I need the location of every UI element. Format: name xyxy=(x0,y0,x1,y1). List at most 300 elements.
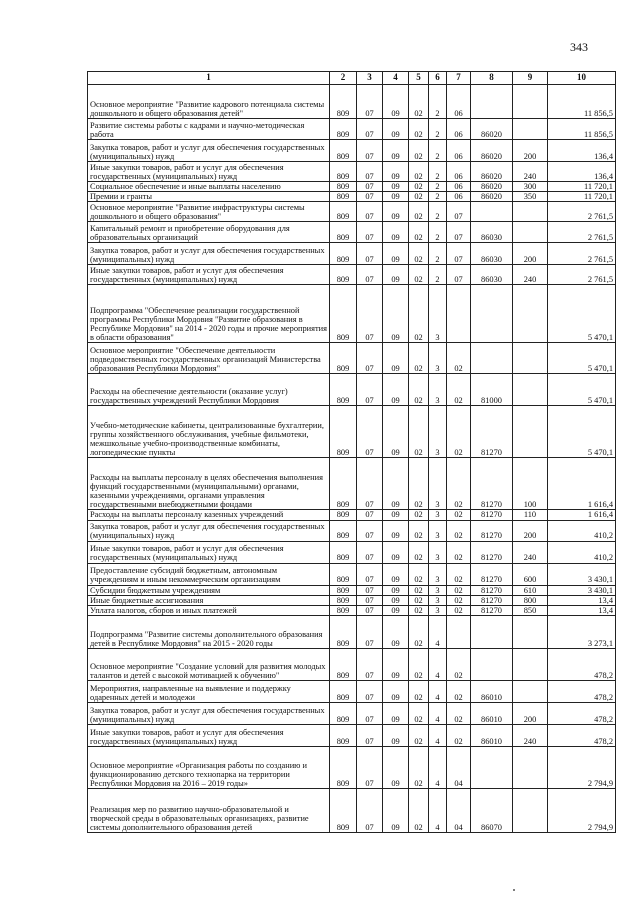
col-7: 06 xyxy=(447,119,471,140)
col-5: 02 xyxy=(409,520,429,541)
col-5: 02 xyxy=(409,140,429,162)
col-3: 07 xyxy=(357,140,383,162)
col-6: 2 xyxy=(429,202,447,222)
col-8: 86030 xyxy=(471,243,513,265)
table-row xyxy=(88,243,616,265)
col-7: 02 xyxy=(447,458,471,510)
col-4: 09 xyxy=(383,243,409,265)
col-4: 09 xyxy=(383,343,409,374)
row-sum: 11 720,1 xyxy=(548,182,616,192)
col-3: 07 xyxy=(357,374,383,406)
row-sum: 3 430,1 xyxy=(548,563,616,585)
col-3: 07 xyxy=(357,789,383,833)
col-4: 09 xyxy=(383,703,409,725)
table-row xyxy=(88,222,616,243)
col-6: 2 xyxy=(429,243,447,265)
col-9: 200 xyxy=(513,243,548,265)
col-8: 86010 xyxy=(471,725,513,747)
column-header: 4 xyxy=(383,72,409,85)
col-2: 809 xyxy=(330,285,357,343)
table-row xyxy=(88,192,616,202)
row-sum: 478,2 xyxy=(548,725,616,747)
col-3: 07 xyxy=(357,458,383,510)
table-row xyxy=(88,162,616,182)
col-4: 09 xyxy=(383,119,409,140)
table-row xyxy=(88,616,616,649)
col-7: 04 xyxy=(447,789,471,833)
col-8 xyxy=(471,285,513,343)
col-5: 02 xyxy=(409,541,429,563)
col-5: 02 xyxy=(409,725,429,747)
row-name: Предоставление субсидий бюджетным, автономным учреждениям и иным некоммерческим организациям xyxy=(88,563,330,585)
col-3: 07 xyxy=(357,182,383,192)
col-4: 09 xyxy=(383,374,409,406)
column-header: 5 xyxy=(409,72,429,85)
col-3: 07 xyxy=(357,202,383,222)
col-6: 4 xyxy=(429,681,447,703)
col-7: 02 xyxy=(447,681,471,703)
col-9: 240 xyxy=(513,162,548,182)
table-row xyxy=(88,649,616,681)
col-2: 809 xyxy=(330,681,357,703)
col-4: 09 xyxy=(383,520,409,541)
row-sum: 11 720,1 xyxy=(548,192,616,202)
col-6: 4 xyxy=(429,789,447,833)
col-4: 09 xyxy=(383,747,409,789)
col-9 xyxy=(513,747,548,789)
row-sum: 478,2 xyxy=(548,649,616,681)
col-4: 09 xyxy=(383,265,409,285)
table-row xyxy=(88,789,616,833)
row-name: Основное мероприятие "Создание условий для развития молодых талантов и детей с высокой мотивацией к обучению" xyxy=(88,649,330,681)
col-3: 07 xyxy=(357,85,383,119)
col-3: 07 xyxy=(357,192,383,202)
row-sum: 136,4 xyxy=(548,162,616,182)
col-7: 02 xyxy=(447,595,471,605)
table-row xyxy=(88,119,616,140)
col-4: 09 xyxy=(383,649,409,681)
col-9: 200 xyxy=(513,520,548,541)
row-name: Расходы на выплаты персоналу казенных учреждений xyxy=(88,510,330,520)
col-2: 809 xyxy=(330,162,357,182)
row-sum: 13,4 xyxy=(548,606,616,616)
col-7: 07 xyxy=(447,222,471,243)
row-name: Расходы на обеспечение деятельности (оказание услуг) государственных учреждений Республики Мордовия xyxy=(88,374,330,406)
col-9 xyxy=(513,616,548,649)
table-row xyxy=(88,681,616,703)
col-4: 09 xyxy=(383,85,409,119)
col-8: 81270 xyxy=(471,406,513,458)
col-3: 07 xyxy=(357,406,383,458)
col-6: 2 xyxy=(429,182,447,192)
col-5: 02 xyxy=(409,202,429,222)
col-6: 4 xyxy=(429,616,447,649)
budget-table xyxy=(87,71,616,833)
col-9: 200 xyxy=(513,703,548,725)
row-name: Премии и гранты xyxy=(88,192,330,202)
col-6: 2 xyxy=(429,162,447,182)
col-2: 809 xyxy=(330,563,357,585)
col-6: 4 xyxy=(429,703,447,725)
col-7: 02 xyxy=(447,343,471,374)
row-sum: 5 470,1 xyxy=(548,406,616,458)
col-7: 04 xyxy=(447,747,471,789)
table-row xyxy=(88,202,616,222)
col-4: 09 xyxy=(383,192,409,202)
page-number: 343 xyxy=(570,40,588,54)
row-sum: 2 761,5 xyxy=(548,265,616,285)
table-row xyxy=(88,140,616,162)
col-2: 809 xyxy=(330,595,357,605)
col-2: 809 xyxy=(330,649,357,681)
col-2: 809 xyxy=(330,725,357,747)
col-2: 809 xyxy=(330,119,357,140)
row-name: Иные закупки товаров, работ и услуг для обеспечения государственных (муниципальных) нужд xyxy=(88,162,330,182)
col-2: 809 xyxy=(330,182,357,192)
row-sum: 3 273,1 xyxy=(548,616,616,649)
row-name: Реализация мер по развитию научно-образовательной и творческой среды в образовательных организациях, развитие системы дополнительного образования детей xyxy=(88,789,330,833)
col-7: 02 xyxy=(447,510,471,520)
col-6: 2 xyxy=(429,192,447,202)
row-name: Закупка товаров, работ и услуг для обеспечения государственных (муниципальных) нужд xyxy=(88,140,330,162)
col-4: 09 xyxy=(383,563,409,585)
col-5: 02 xyxy=(409,681,429,703)
row-name: Развитие системы работы с кадрами и научно-методическая работа xyxy=(88,119,330,140)
col-5: 02 xyxy=(409,222,429,243)
col-5: 02 xyxy=(409,285,429,343)
col-9: 850 xyxy=(513,606,548,616)
col-2: 809 xyxy=(330,140,357,162)
row-name: Социальное обеспечение и иные выплаты населению xyxy=(88,182,330,192)
col-4: 09 xyxy=(383,616,409,649)
col-5: 02 xyxy=(409,343,429,374)
row-sum: 2 794,9 xyxy=(548,789,616,833)
col-3: 07 xyxy=(357,595,383,605)
col-8: 81270 xyxy=(471,510,513,520)
col-8: 81270 xyxy=(471,595,513,605)
col-8: 86010 xyxy=(471,681,513,703)
row-name: Иные закупки товаров, работ и услуг для обеспечения государственных (муниципальных) нужд xyxy=(88,725,330,747)
row-name: Основное мероприятие "Обеспечение деятельности подведомственных государственных организаций Министерства образования Республики Мордовия" xyxy=(88,343,330,374)
row-sum: 13,4 xyxy=(548,595,616,605)
col-3: 07 xyxy=(357,520,383,541)
col-5: 02 xyxy=(409,510,429,520)
row-name: Иные закупки товаров, работ и услуг для обеспечения государственных (муниципальных) нужд xyxy=(88,541,330,563)
row-sum: 5 470,1 xyxy=(548,285,616,343)
col-8: 81270 xyxy=(471,458,513,510)
col-9: 610 xyxy=(513,585,548,595)
table-row xyxy=(88,458,616,510)
row-name: Уплата налогов, сборов и иных платежей xyxy=(88,606,330,616)
col-6: 3 xyxy=(429,585,447,595)
col-3: 07 xyxy=(357,747,383,789)
col-4: 09 xyxy=(383,140,409,162)
row-sum: 478,2 xyxy=(548,703,616,725)
col-6: 2 xyxy=(429,85,447,119)
column-header: 8 xyxy=(471,72,513,85)
row-sum: 136,4 xyxy=(548,140,616,162)
table-row xyxy=(88,265,616,285)
col-6: 3 xyxy=(429,343,447,374)
col-6: 3 xyxy=(429,406,447,458)
col-7: 06 xyxy=(447,182,471,192)
col-9: 350 xyxy=(513,192,548,202)
col-5: 02 xyxy=(409,616,429,649)
col-2: 809 xyxy=(330,243,357,265)
col-5: 02 xyxy=(409,162,429,182)
column-header: 2 xyxy=(330,72,357,85)
col-4: 09 xyxy=(383,789,409,833)
col-9 xyxy=(513,681,548,703)
col-4: 09 xyxy=(383,458,409,510)
table-row xyxy=(88,747,616,789)
col-6: 2 xyxy=(429,140,447,162)
col-5: 02 xyxy=(409,606,429,616)
col-2: 809 xyxy=(330,406,357,458)
col-3: 07 xyxy=(357,222,383,243)
col-6: 4 xyxy=(429,747,447,789)
col-7: 06 xyxy=(447,140,471,162)
table-row xyxy=(88,182,616,192)
col-2: 809 xyxy=(330,374,357,406)
col-7: 06 xyxy=(447,85,471,119)
col-8: 81270 xyxy=(471,563,513,585)
row-name: Основное мероприятие "Развитие кадрового потенциала системы дошкольного и общего образования детей" xyxy=(88,85,330,119)
col-8: 86030 xyxy=(471,222,513,243)
col-8 xyxy=(471,85,513,119)
col-7: 02 xyxy=(447,606,471,616)
col-9 xyxy=(513,374,548,406)
row-sum: 2 761,5 xyxy=(548,243,616,265)
col-5: 02 xyxy=(409,192,429,202)
table-row xyxy=(88,510,616,520)
col-5: 02 xyxy=(409,595,429,605)
col-3: 07 xyxy=(357,563,383,585)
row-name: Закупка товаров, работ и услуг для обеспечения государственных (муниципальных) нужд xyxy=(88,703,330,725)
table-row xyxy=(88,541,616,563)
col-5: 02 xyxy=(409,85,429,119)
col-2: 809 xyxy=(330,222,357,243)
row-sum: 1 616,4 xyxy=(548,510,616,520)
col-4: 09 xyxy=(383,510,409,520)
col-8: 81270 xyxy=(471,606,513,616)
row-sum: 11 856,5 xyxy=(548,119,616,140)
col-8: 81270 xyxy=(471,541,513,563)
row-sum: 3 430,1 xyxy=(548,585,616,595)
col-2: 809 xyxy=(330,541,357,563)
row-sum: 2 761,5 xyxy=(548,202,616,222)
col-8: 86020 xyxy=(471,182,513,192)
col-7: 02 xyxy=(447,374,471,406)
col-3: 07 xyxy=(357,649,383,681)
col-7: 02 xyxy=(447,406,471,458)
col-2: 809 xyxy=(330,510,357,520)
col-4: 09 xyxy=(383,595,409,605)
row-name: Основное мероприятие «Организация работы по созданию и функционированию детского технопарка на территории Республики Мордовия на 2016 – 2019 годы» xyxy=(88,747,330,789)
column-header: 1 xyxy=(88,72,330,85)
col-2: 809 xyxy=(330,789,357,833)
col-7: 02 xyxy=(447,649,471,681)
col-9: 110 xyxy=(513,510,548,520)
row-sum: 2 794,9 xyxy=(548,747,616,789)
col-5: 02 xyxy=(409,703,429,725)
col-6: 3 xyxy=(429,458,447,510)
col-6: 2 xyxy=(429,222,447,243)
row-name: Основное мероприятие "Развитие инфраструктуры системы дошкольного и общего образования" xyxy=(88,202,330,222)
col-6: 3 xyxy=(429,541,447,563)
col-9 xyxy=(513,222,548,243)
row-name: Расходы на выплаты персоналу в целях обеспечения выполнения функций государственными (муниципальными) органами, казенными учреждениями, органами управления государственными внебюджетными фондами xyxy=(88,458,330,510)
col-4: 09 xyxy=(383,725,409,747)
row-sum: 410,2 xyxy=(548,541,616,563)
col-4: 09 xyxy=(383,182,409,192)
column-header: 9 xyxy=(513,72,548,85)
col-3: 07 xyxy=(357,510,383,520)
col-5: 02 xyxy=(409,265,429,285)
col-7 xyxy=(447,616,471,649)
col-7: 02 xyxy=(447,703,471,725)
col-9: 240 xyxy=(513,265,548,285)
table-row xyxy=(88,343,616,374)
col-5: 02 xyxy=(409,563,429,585)
col-7: 07 xyxy=(447,265,471,285)
col-2: 809 xyxy=(330,265,357,285)
table-row xyxy=(88,563,616,585)
col-6: 3 xyxy=(429,285,447,343)
column-header: 3 xyxy=(357,72,383,85)
col-6: 4 xyxy=(429,725,447,747)
column-header: 10 xyxy=(548,72,616,85)
col-6: 3 xyxy=(429,563,447,585)
col-9 xyxy=(513,406,548,458)
col-7: 02 xyxy=(447,541,471,563)
col-2: 809 xyxy=(330,343,357,374)
row-sum: 11 856,5 xyxy=(548,85,616,119)
col-2: 809 xyxy=(330,606,357,616)
col-6: 2 xyxy=(429,119,447,140)
col-7: 02 xyxy=(447,520,471,541)
col-5: 02 xyxy=(409,182,429,192)
col-9: 240 xyxy=(513,541,548,563)
col-9: 600 xyxy=(513,563,548,585)
row-sum: 5 470,1 xyxy=(548,343,616,374)
col-3: 07 xyxy=(357,616,383,649)
col-2: 809 xyxy=(330,202,357,222)
table-row xyxy=(88,520,616,541)
col-8 xyxy=(471,747,513,789)
row-name: Мероприятия, направленные на выявление и поддержку одаренных детей и молодежи xyxy=(88,681,330,703)
col-4: 09 xyxy=(383,162,409,182)
col-2: 809 xyxy=(330,520,357,541)
row-sum: 1 616,4 xyxy=(548,458,616,510)
col-9 xyxy=(513,85,548,119)
col-3: 07 xyxy=(357,119,383,140)
col-3: 07 xyxy=(357,285,383,343)
table-row xyxy=(88,725,616,747)
table-row xyxy=(88,606,616,616)
scan-dot xyxy=(513,889,515,891)
col-7 xyxy=(447,285,471,343)
table-row xyxy=(88,285,616,343)
col-8: 81270 xyxy=(471,520,513,541)
col-7: 07 xyxy=(447,202,471,222)
col-2: 809 xyxy=(330,192,357,202)
col-2: 809 xyxy=(330,85,357,119)
col-8: 86020 xyxy=(471,162,513,182)
col-5: 02 xyxy=(409,585,429,595)
col-4: 09 xyxy=(383,585,409,595)
col-5: 02 xyxy=(409,458,429,510)
col-9 xyxy=(513,202,548,222)
col-2: 809 xyxy=(330,585,357,595)
col-5: 02 xyxy=(409,406,429,458)
row-name: Капитальный ремонт и приобретение оборудования для образовательных организаций xyxy=(88,222,330,243)
col-3: 07 xyxy=(357,541,383,563)
col-4: 09 xyxy=(383,681,409,703)
table-row xyxy=(88,374,616,406)
row-sum: 478,2 xyxy=(548,681,616,703)
row-name: Субсидии бюджетным учреждениям xyxy=(88,585,330,595)
col-9: 800 xyxy=(513,595,548,605)
col-2: 809 xyxy=(330,703,357,725)
col-8: 81270 xyxy=(471,585,513,595)
col-5: 02 xyxy=(409,374,429,406)
col-9 xyxy=(513,649,548,681)
row-name: Иные закупки товаров, работ и услуг для обеспечения государственных (муниципальных) нужд xyxy=(88,265,330,285)
row-sum: 410,2 xyxy=(548,520,616,541)
col-8: 86020 xyxy=(471,119,513,140)
col-8: 86030 xyxy=(471,265,513,285)
col-9 xyxy=(513,343,548,374)
table-row xyxy=(88,406,616,458)
col-3: 07 xyxy=(357,343,383,374)
table-row xyxy=(88,703,616,725)
col-5: 02 xyxy=(409,119,429,140)
table-row xyxy=(88,595,616,605)
col-8: 86020 xyxy=(471,140,513,162)
col-9: 200 xyxy=(513,140,548,162)
col-4: 09 xyxy=(383,285,409,343)
row-sum: 2 761,5 xyxy=(548,222,616,243)
col-3: 07 xyxy=(357,585,383,595)
row-sum: 5 470,1 xyxy=(548,374,616,406)
col-9 xyxy=(513,119,548,140)
col-9 xyxy=(513,285,548,343)
col-3: 07 xyxy=(357,703,383,725)
col-7: 02 xyxy=(447,585,471,595)
col-5: 02 xyxy=(409,649,429,681)
row-name: Закупка товаров, работ и услуг для обеспечения государственных (муниципальных) нужд xyxy=(88,520,330,541)
col-8 xyxy=(471,343,513,374)
col-2: 809 xyxy=(330,747,357,789)
col-6: 3 xyxy=(429,510,447,520)
col-3: 07 xyxy=(357,725,383,747)
col-3: 07 xyxy=(357,265,383,285)
table-row xyxy=(88,85,616,119)
column-header: 7 xyxy=(447,72,471,85)
col-9: 100 xyxy=(513,458,548,510)
col-3: 07 xyxy=(357,681,383,703)
col-3: 07 xyxy=(357,243,383,265)
col-7: 06 xyxy=(447,162,471,182)
column-header: 6 xyxy=(429,72,447,85)
col-8: 86070 xyxy=(471,789,513,833)
col-7: 02 xyxy=(447,725,471,747)
col-4: 09 xyxy=(383,222,409,243)
col-6: 3 xyxy=(429,520,447,541)
col-8: 86010 xyxy=(471,703,513,725)
col-4: 09 xyxy=(383,541,409,563)
